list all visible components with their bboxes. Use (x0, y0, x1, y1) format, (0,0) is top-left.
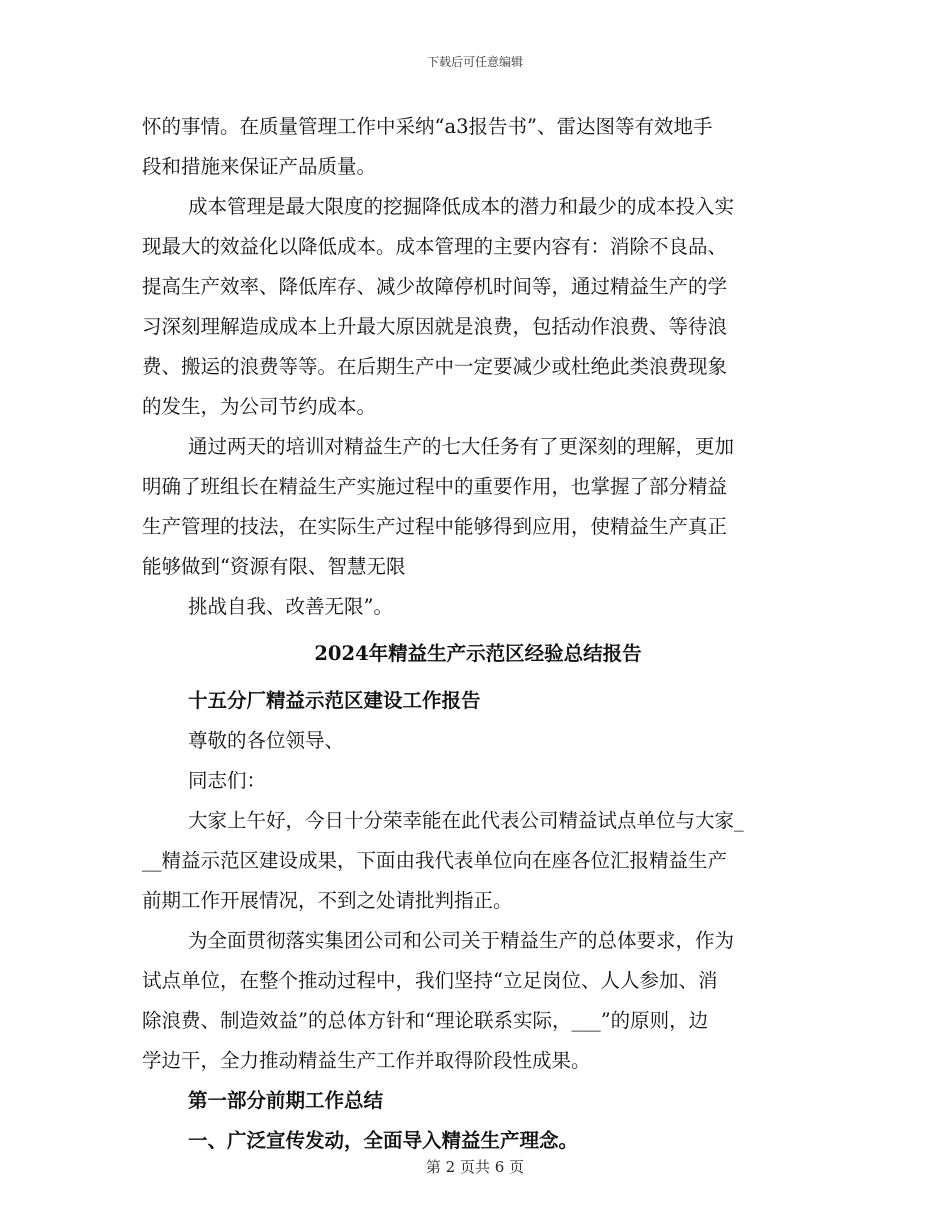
text-line: __精益示范区建设成果，下面由我代表单位向在座各位汇报精益生产 (142, 849, 728, 872)
text-line: 明确了班组长在精益生产实施过程中的重要作用，也掌握了部分精益 (142, 475, 728, 498)
text-line: 能够做到“资源有限、智慧无限 (142, 555, 406, 578)
text-line: 现最大的效益化以降低成本。成本管理的主要内容有：消除不良品、 (142, 235, 728, 258)
page-footer: 第 2 页共 6 页 (425, 1158, 525, 1176)
text-line: 费、搬运的浪费等等。在后期生产中一定要减少或杜绝此类浪费现象 (142, 355, 728, 378)
text-line: 除浪费、制造效益”的总体方针和“理论联系实际，___”的原则，边 (142, 1009, 709, 1032)
text-line: 怀的事情。在质量管理工作中采纳“a3报告书”、雷达图等有效地手 (142, 115, 713, 138)
text-line: 为全面贯彻落实集团公司和公司关于精益生产的总体要求，作为 (188, 929, 735, 952)
text-line: 习深刻理解造成成本上升最大原因就是浪费，包括动作浪费、等待浪 (142, 315, 728, 338)
text-line: 提高生产效率、降低库存、减少故障停机时间等，通过精益生产的学 (142, 275, 728, 298)
text-line: 通过两天的培训对精益生产的七大任务有了更深刻的理解，更加 (188, 435, 735, 458)
report-subtitle: 十五分厂精益示范区建设工作报告 (188, 689, 481, 712)
text-line: 成本管理是最大限度的挖掘降低成本的潜力和最少的成本投入实 (188, 195, 735, 218)
document-body (142, 107, 814, 1161)
greeting-line: 同志们： (188, 769, 267, 792)
text-line: 试点单位，在整个推动过程中，我们坚持“立足岗位、人人参加、消 (142, 969, 718, 992)
document-title: 2024年精益生产示范区经验总结报告 (314, 642, 642, 665)
page-header: 下载后可任意编辑 (426, 55, 523, 69)
text-line: 的发生，为公司节约成本。 (142, 395, 377, 418)
section-heading: 第一部分前期工作总结 (188, 1089, 384, 1112)
text-line: 前期工作开展情况，不到之处请批判指正。 (142, 889, 513, 912)
text-line: 挑战自我、改善无限”。 (188, 595, 393, 618)
text-line: 生产管理的技法，在实际生产过程中能够得到应用，使精益生产真正 (142, 515, 728, 538)
text-line: 大家上午好，今日十分荣幸能在此代表公司精益试点单位与大家_ (188, 809, 744, 832)
section-heading: 一、广泛宣传发动，全面导入精益生产理念。 (188, 1129, 579, 1152)
text-line: 段和措施来保证产品质量。 (142, 155, 377, 178)
greeting-line: 尊敬的各位领导、 (188, 729, 345, 752)
text-line: 学边干，全力推动精益生产工作并取得阶段性成果。 (142, 1049, 591, 1072)
